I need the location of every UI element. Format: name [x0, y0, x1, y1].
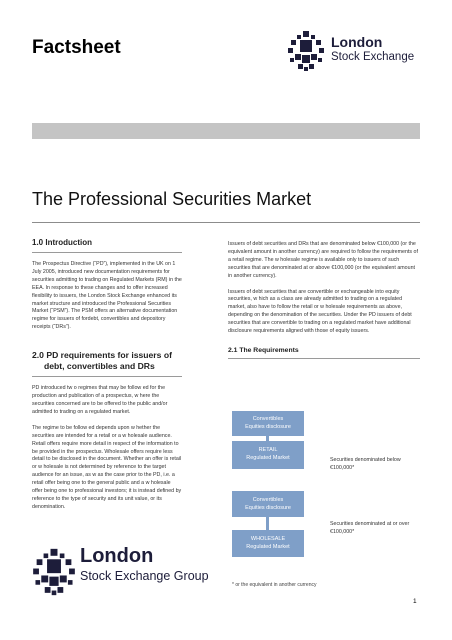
- left-column: [32, 232, 182, 512]
- crest-icon: [287, 30, 325, 72]
- right-paragraph-2: Issuers of debt securities that are convertible or exchangeable into equity securities, w hich as a class are already admitted to trading on a regulated market, also have to follow the retail or w holesale requirements as above, depending on the denomination of the securities. Under the PD issuers of debt securities that are convertible to trading on a regulated market have additional disclosure requirements aligned with those of equity issuers.: [228, 288, 412, 335]
- page-number: 1: [413, 598, 417, 605]
- box-label: Regulated Market: [246, 544, 290, 550]
- diagram-note-below-threshold: Securities denominated below €100,000*: [330, 457, 401, 471]
- right-column: [228, 232, 420, 359]
- section-heading-introduction: 1.0 Introduction: [32, 232, 182, 253]
- diagram-connector: [266, 517, 269, 530]
- currency-footnote: * or the equivalent in another currency: [232, 582, 317, 588]
- diagram-box-retail: [232, 441, 304, 469]
- page-title: The Professional Securities Market: [32, 189, 312, 209]
- section-heading-line2: debt, convertibles and DRs: [44, 360, 155, 371]
- logo-text-stock-exchange-group: Stock Exchange Group: [80, 569, 209, 583]
- subsection-divider: [228, 358, 420, 359]
- lse-logo: [287, 30, 427, 72]
- logo-text-london: London: [80, 545, 154, 567]
- pd-paragraph-1: PD introduced tw o regimes that may be follow ed for the production and publication of a prospectus, w here the securities concerned are to be offered to the public and/or admitted to trading on a regulated market.: [32, 385, 168, 415]
- diagram-box-convertibles-retail: [232, 411, 304, 436]
- box-label: Equities disclosure: [245, 505, 291, 511]
- title-divider: [32, 222, 420, 223]
- subsection-heading-requirements: 2.1 The Requirements: [228, 346, 299, 354]
- box-label: RETAIL: [258, 447, 278, 453]
- logo-text-stock-exchange: Stock Exchange: [331, 51, 415, 63]
- box-label: Convertibles: [252, 416, 284, 422]
- box-label: Regulated Market: [246, 455, 290, 461]
- diagram-box-convertibles-wholesale: [232, 491, 304, 517]
- box-label: Equities disclosure: [245, 424, 291, 430]
- section-heading-line1: 2.0 PD requirements for issuers of: [32, 350, 172, 361]
- box-label: WHOLESALE: [250, 536, 286, 542]
- lse-group-logo: [32, 545, 207, 605]
- header-divider-bar: [32, 123, 420, 139]
- intro-paragraph: The Prospectus Directive (“PD”), implemented in the UK on 1 July 2005, introduced new documentation requirements for securities admitting to trading on Regulated Markets (RM) in the EEA. In response to these changes and to offer increased flexibility to issuers, the London Stock Exchange enhanced its market structure and introduced the Professional Securities Market (“PSM”). The PSM offers an alternative documentation regime for issuers of fordebt, convertibles and depository receipts (“DRs”).: [32, 261, 182, 331]
- box-label: Convertibles: [252, 497, 284, 503]
- diagram-note-above-threshold: Securities denominated at or over €100,000*: [330, 521, 410, 535]
- section-heading-pd-requirements: [32, 344, 182, 377]
- logo-text-london: London: [331, 34, 383, 50]
- pd-paragraph-2: The regime to be follow ed depends upon w hether the securities are intended for a retail or a w holesale audience. Retail offers require more detail in respect of the information to be provided in the prospectus. Wholesale offers require less detail to be disclosed in the document. Whether an offer is retail or w holesale is not determined by reference to the target audience for an issue, as w as the case prior to the PD, i.e. a retail offer being one to the general public and a w holesale offer being one to professional investors; it is instead defined by reference to the type of security and its unit value, or its denomination.: [32, 424, 182, 510]
- crest-icon: [32, 547, 76, 597]
- right-paragraph-1: Issuers of debt securities and DRs that are denominated below €100,000 (or the equivalent amount in another currency) are required to follow the requirements of a retail regime. The w holesale regime is available only to issuers of such securities that are denominated at or above €100,000 (or the equivalent amount in another currency).: [228, 241, 418, 279]
- diagram-box-wholesale: [232, 530, 304, 557]
- doc-type-heading: Factsheet: [32, 37, 121, 58]
